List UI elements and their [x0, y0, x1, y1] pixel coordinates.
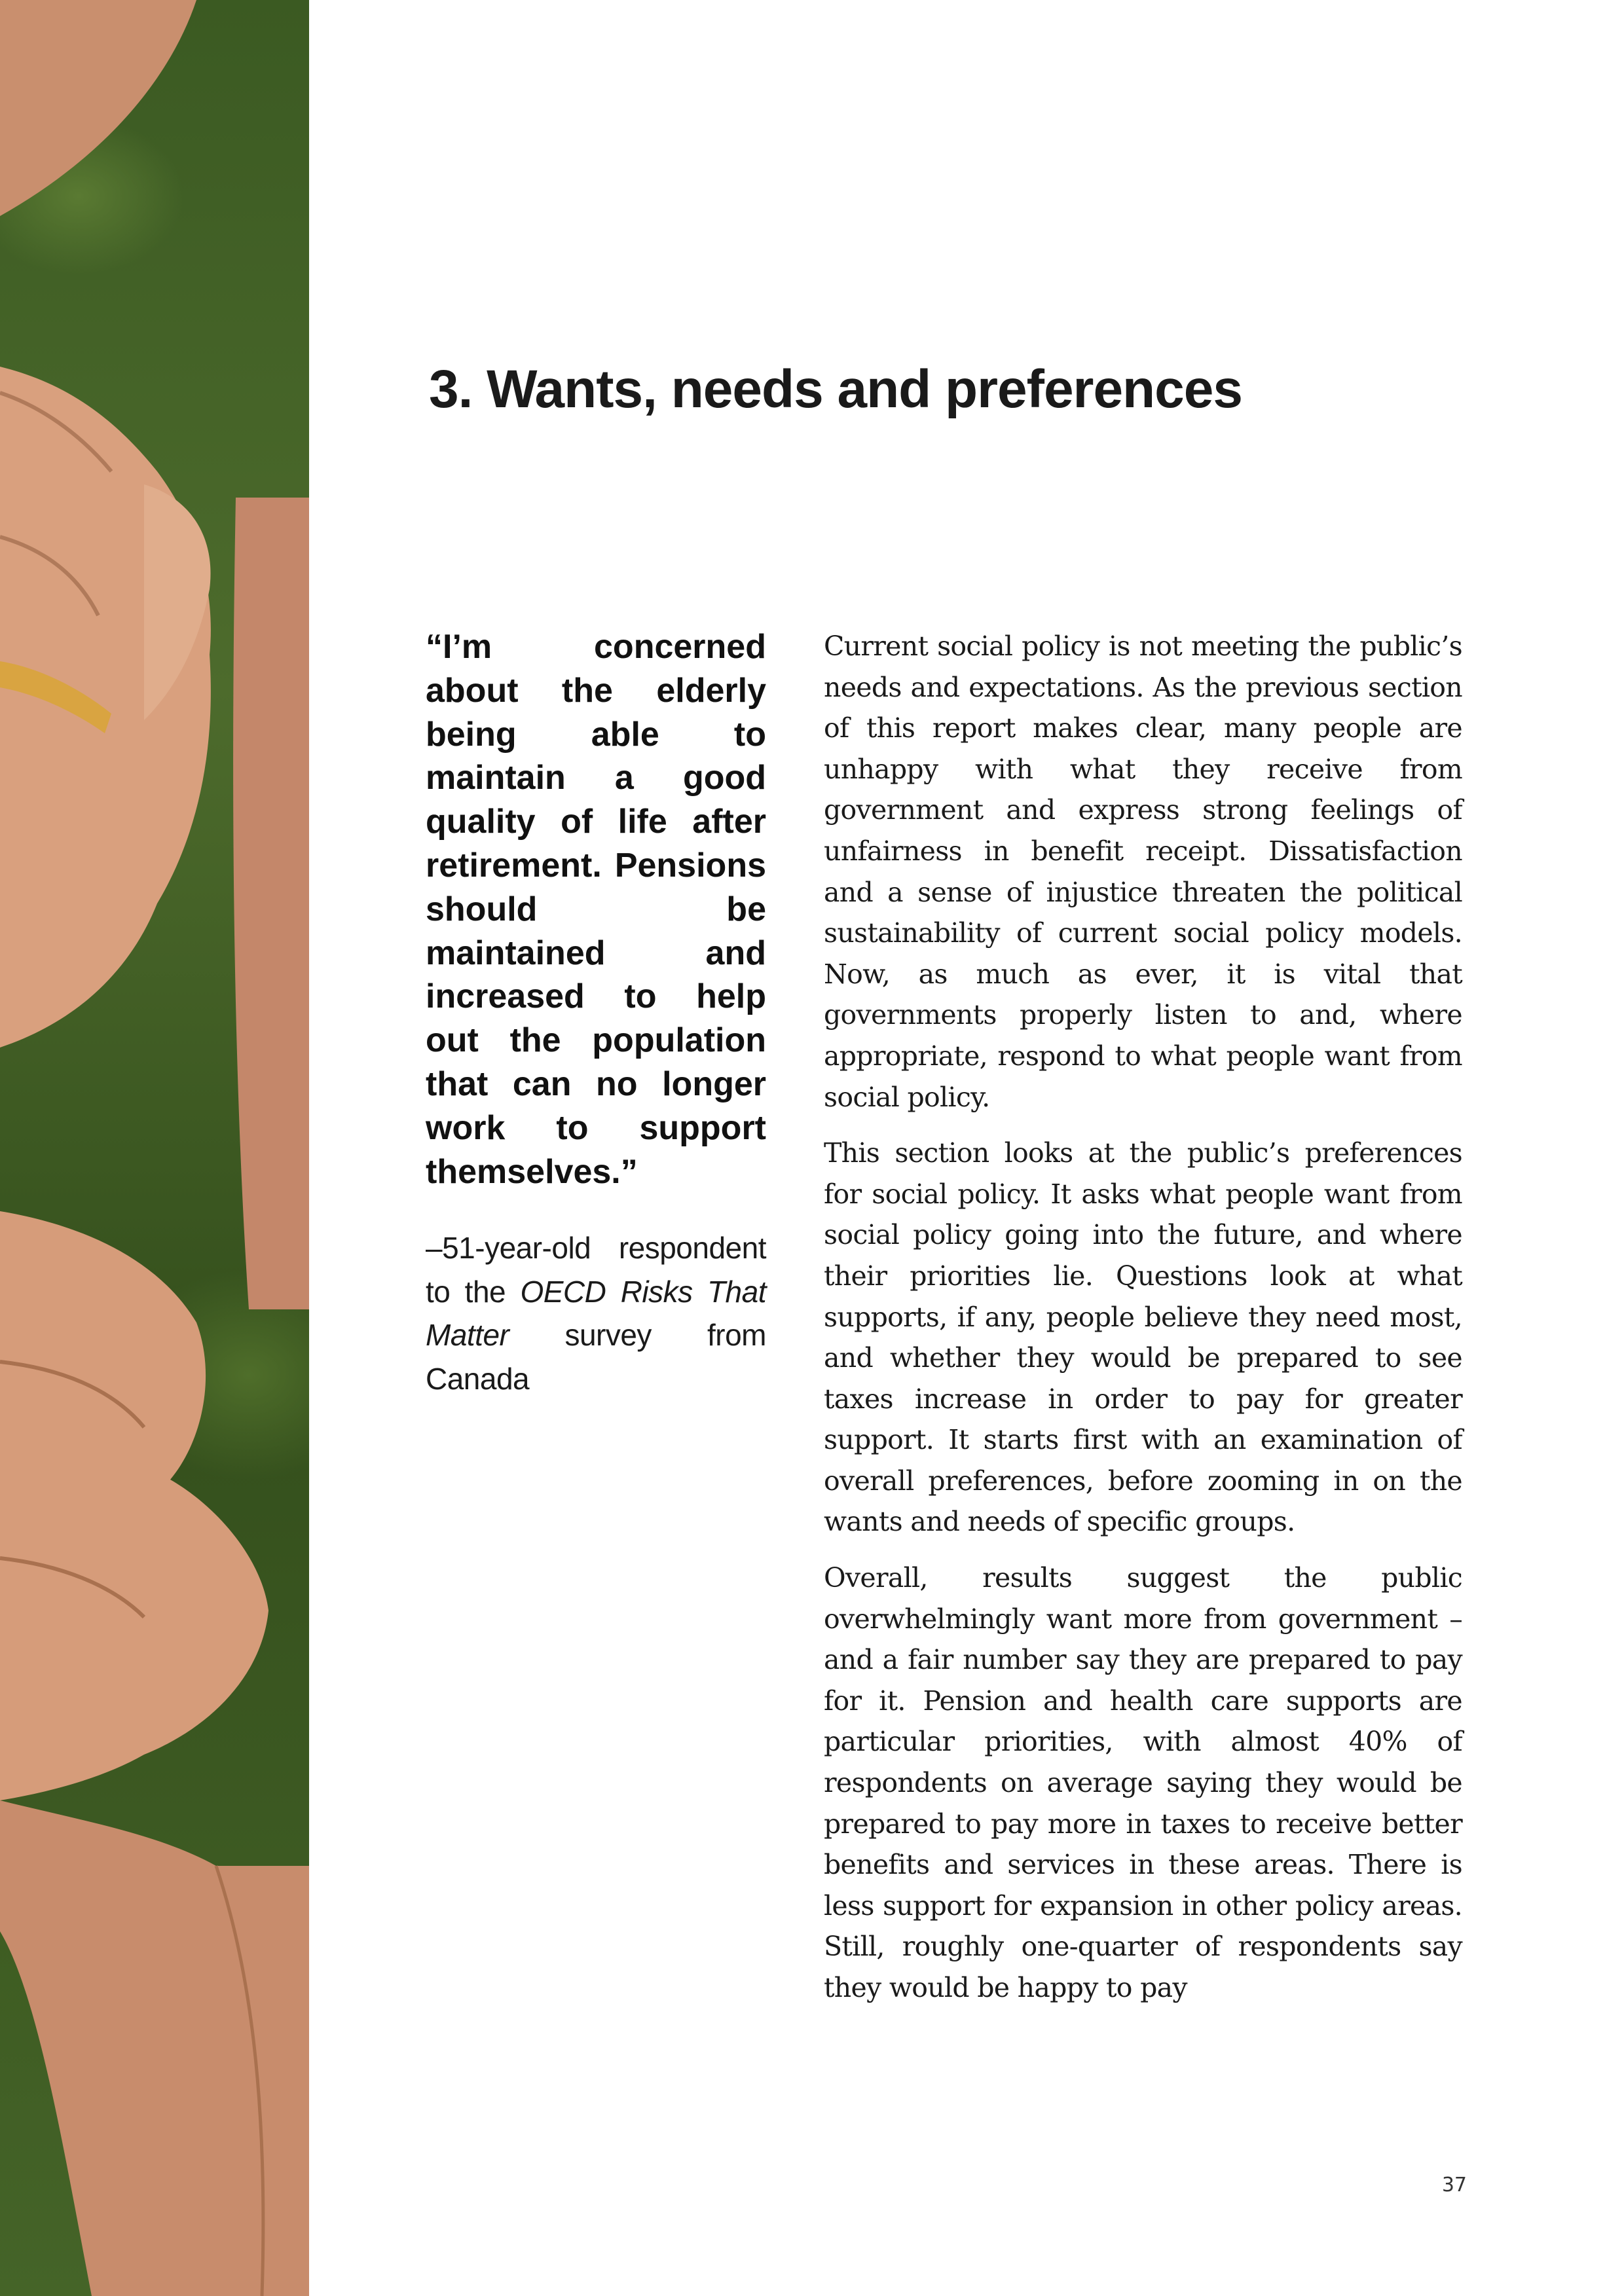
hands-photo: [0, 0, 309, 2296]
body-text: [824, 626, 1462, 2024]
survey-name: OECD Risks That Matter: [426, 1274, 767, 1352]
quote-attribution: [426, 1226, 766, 1400]
body-paragraph: This section looks at the public’s preferences for social policy. It asks what people want from social policy going into the future, and where their priorities lie. Questions look at what supports, if any, people believe they need most, and whether they would be prepared to see taxes increase in order to pay for greater support. It starts first with an examination of overall preferences, before zooming in on the wants and needs of specific groups.: [824, 1137, 1462, 1538]
clasped-hands-illustration: [0, 0, 309, 2296]
page-number: 37: [1441, 2174, 1467, 2196]
body-paragraph: Current social policy is not meeting the public’s needs and expectations. As the previous section of this report makes clear, many people are unhappy with what they receive from government and express strong feelings of unfairness in benefit receipt. Dissatisfaction and a sense of injustice threaten the political sustainability of current social policy models. Now, as much as ever, it is vital that governments properly listen to and, where appropriate, respond to what people want from social policy.: [824, 630, 1462, 1113]
chapter-title: 3. Wants, needs and preferences: [429, 359, 1242, 419]
attribution-prefix: –51-year-old respondent to the: [426, 1231, 766, 1309]
attribution-suffix: survey from Canada: [426, 1318, 766, 1396]
body-paragraph: Overall, results suggest the public overwhelmingly want more from government – and a fair number say they are prepared to pay for it. Pension and health care supports are particular priorities, with almost 40% of respondents on average saying they would be prepared to pay more in taxes to receive better benefits and services in these areas. There is less support for expansion in other policy areas. Still, roughly one-quarter of respondents say they would be happy to pay: [824, 1562, 1462, 2003]
pull-quote: “I’m concerned about the elderly being able to maintain a good quality of life after retirement. Pensions should be maintained and increased to help out the population that can no longer work to support themselves.”: [426, 628, 766, 1191]
